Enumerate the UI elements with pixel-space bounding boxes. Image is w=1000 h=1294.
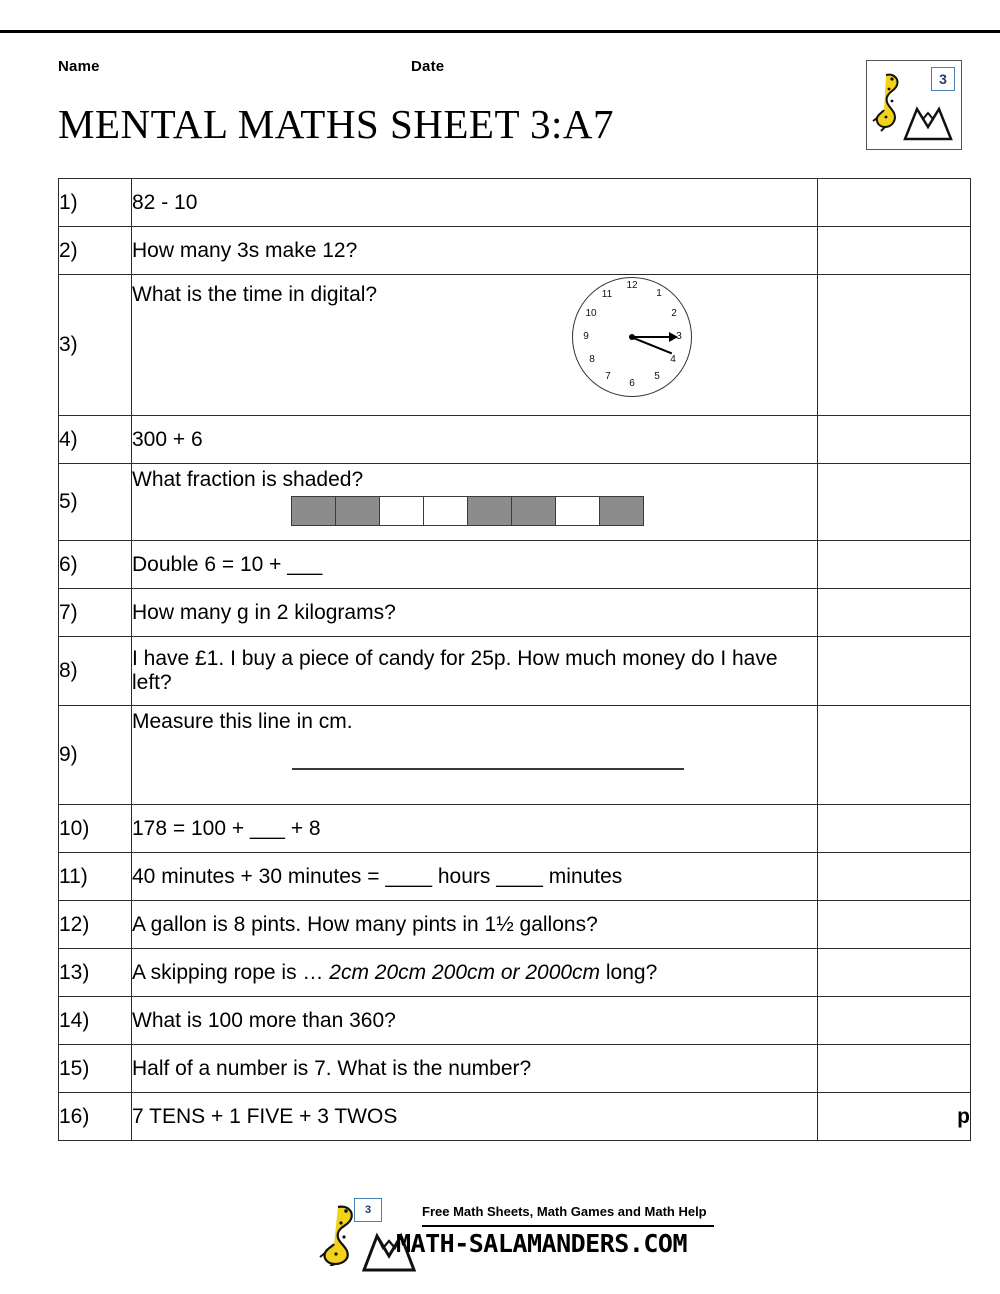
table-row [59, 853, 971, 901]
measure-question-wrap [132, 706, 817, 804]
footer-logo [318, 1196, 718, 1274]
answer-cell[interactable] [818, 997, 971, 1045]
clock-number-11: 11 [601, 289, 613, 300]
question-text-with-clock [132, 275, 818, 416]
question-number: 12) [59, 901, 132, 949]
clock-number-2: 2 [671, 308, 677, 319]
top-divider [0, 30, 1000, 33]
question-text: I have £1. I buy a piece of candy for 25p. How much money do I have left? [132, 637, 818, 706]
clock-number-9: 9 [583, 331, 589, 342]
clock-number-12: 12 [626, 280, 638, 291]
table-row [59, 997, 971, 1045]
answer-cell[interactable] [818, 853, 971, 901]
question-text: What is 100 more than 360? [132, 997, 818, 1045]
answer-cell[interactable] [818, 1045, 971, 1093]
salamanders-logo-badge [866, 60, 962, 150]
table-row [59, 589, 971, 637]
questions-table [58, 178, 971, 1141]
question-number: 4) [59, 416, 132, 464]
analog-clock-icon [572, 277, 692, 397]
table-row [59, 416, 971, 464]
mountain-logo-icon [903, 101, 953, 141]
strip-cell-6 [511, 496, 556, 526]
salamander-icon [872, 71, 906, 133]
clock-number-3: 3 [676, 331, 682, 342]
question-number: 10) [59, 805, 132, 853]
answer-cell[interactable] [818, 949, 971, 997]
strip-cell-7 [555, 496, 600, 526]
clock-minute-hand [631, 336, 673, 354]
clock-question-wrap [132, 275, 817, 415]
question-text: 40 minutes + 30 minutes = ____ hours ____ minutes [132, 853, 818, 901]
footer-badge-number: 3 [354, 1198, 382, 1222]
answer-cell[interactable] [818, 541, 971, 589]
question-text: 178 = 100 + ___ + 8 [132, 805, 818, 853]
question-text: 7 TENS + 1 FIVE + 3 TWOS [132, 1093, 818, 1141]
answer-cell[interactable] [818, 179, 971, 227]
table-row [59, 179, 971, 227]
question-number: 11) [59, 853, 132, 901]
question-number: 7) [59, 589, 132, 637]
question-number: 2) [59, 227, 132, 275]
table-row [59, 227, 971, 275]
answer-cell[interactable] [818, 805, 971, 853]
question-number: 15) [59, 1045, 132, 1093]
clock-number-5: 5 [654, 371, 660, 382]
question-text-italic: 2cm 20cm 200cm or 2000cm [329, 960, 601, 984]
table-row [59, 1093, 971, 1141]
footer-site-url: MATH-SALAMANDERS.COM [396, 1229, 688, 1258]
strip-cell-2 [335, 496, 380, 526]
question-number: 16) [59, 1093, 132, 1141]
header-fields [58, 58, 942, 82]
answer-cell[interactable] [818, 227, 971, 275]
strip-cell-5 [467, 496, 512, 526]
table-row [59, 541, 971, 589]
strip-cell-4 [423, 496, 468, 526]
question-text: Double 6 = 10 + ___ [132, 541, 818, 589]
table-row [59, 949, 971, 997]
question-number: 14) [59, 997, 132, 1045]
answer-cell[interactable] [818, 589, 971, 637]
clock-number-7: 7 [605, 371, 611, 382]
clock-number-10: 10 [585, 308, 597, 319]
table-row [59, 706, 971, 805]
footer-divider [422, 1225, 714, 1227]
question-text: 300 + 6 [132, 416, 818, 464]
table-row [59, 1045, 971, 1093]
table-row [59, 464, 971, 541]
table-row [59, 901, 971, 949]
question-text: How many 3s make 12? [132, 227, 818, 275]
answer-cell[interactable] [818, 901, 971, 949]
question-text: A gallon is 8 pints. How many pints in 1½ gallons? [132, 901, 818, 949]
question-number: 5) [59, 464, 132, 541]
question-text-before: A skipping rope is … [132, 960, 330, 984]
question-text-with-strip [132, 464, 818, 541]
question-text: How many g in 2 kilograms? [132, 589, 818, 637]
date-label: Date [411, 58, 445, 75]
question-number: 8) [59, 637, 132, 706]
fraction-question-wrap [132, 464, 817, 540]
answer-cell[interactable] [818, 416, 971, 464]
strip-cell-1 [291, 496, 336, 526]
question-number: 6) [59, 541, 132, 589]
answer-cell[interactable] [818, 275, 971, 416]
measure-line [292, 768, 684, 770]
fraction-strip [292, 496, 644, 526]
strip-cell-3 [379, 496, 424, 526]
question-text: Half of a number is 7. What is the number? [132, 1045, 818, 1093]
question-text-mixed [132, 949, 818, 997]
question-text: What is the time in digital? [132, 283, 378, 306]
page-title: MENTAL MATHS SHEET 3:A7 [58, 101, 615, 147]
question-number: 1) [59, 179, 132, 227]
strip-cell-8 [599, 496, 644, 526]
question-text-with-line [132, 706, 818, 805]
question-number: 13) [59, 949, 132, 997]
clock-center-dot [629, 334, 635, 340]
answer-cell[interactable] [818, 637, 971, 706]
table-row [59, 275, 971, 416]
clock-number-1: 1 [656, 288, 662, 299]
answer-cell[interactable]: p [818, 1093, 971, 1141]
question-text: 82 - 10 [132, 179, 818, 227]
question-text-after: long? [600, 960, 658, 984]
clock-number-8: 8 [589, 354, 595, 365]
answer-cell[interactable] [818, 464, 971, 541]
table-row [59, 637, 971, 706]
clock-number-6: 6 [629, 378, 635, 389]
question-number: 3) [59, 275, 132, 416]
table-row [59, 805, 971, 853]
clock-hand-arrow [669, 332, 678, 342]
badge-grade-number: 3 [931, 67, 955, 91]
footer-tagline: Free Math Sheets, Math Games and Math Help [422, 1204, 707, 1219]
question-number: 9) [59, 706, 132, 805]
name-label: Name [58, 58, 100, 75]
question-text: What fraction is shaded? [132, 468, 364, 491]
question-text: Measure this line in cm. [132, 710, 353, 733]
answer-cell[interactable] [818, 706, 971, 805]
clock-number-4: 4 [670, 354, 676, 365]
